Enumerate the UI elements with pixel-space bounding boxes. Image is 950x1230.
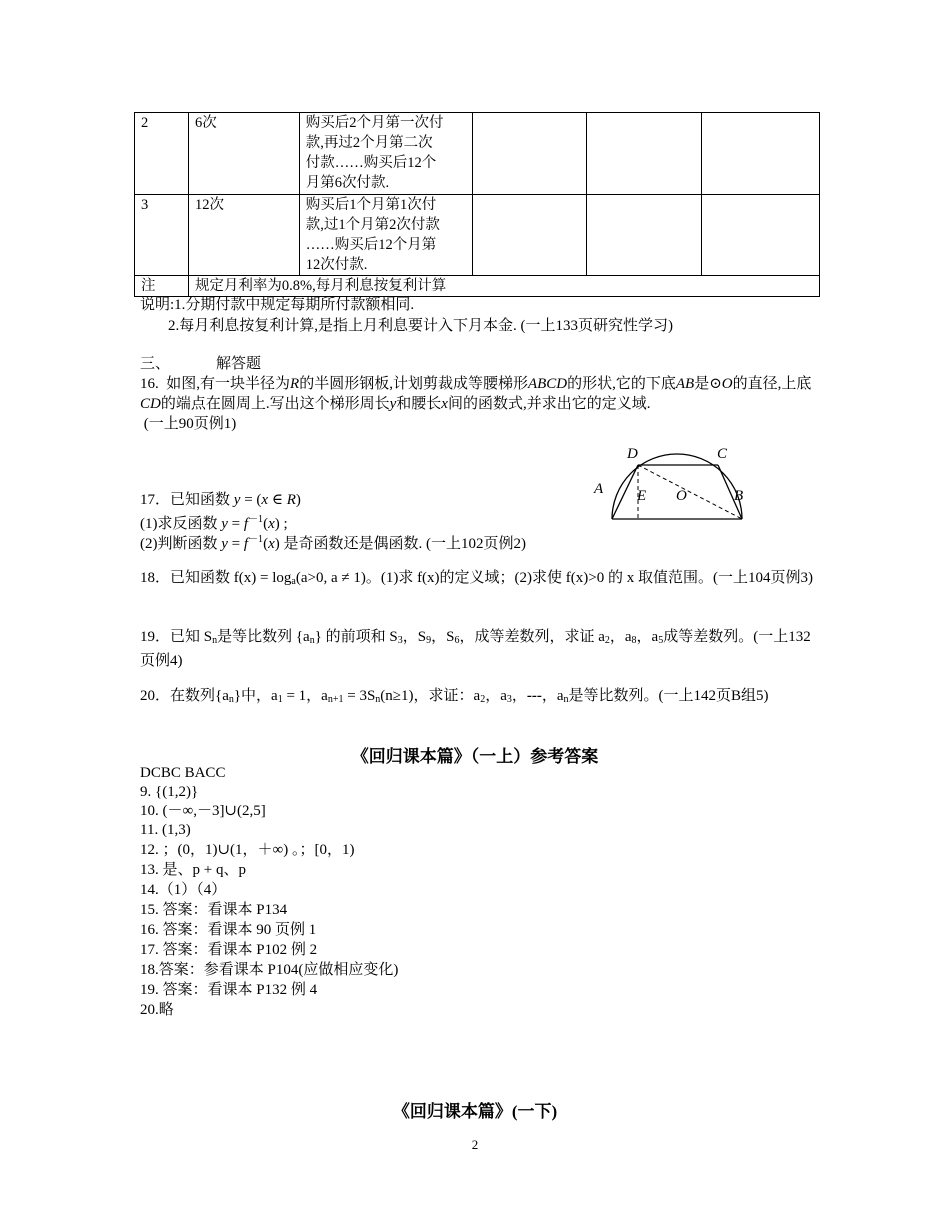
table-row	[135, 195, 820, 276]
desc-line: 购买后2个月第一次付	[305, 115, 444, 131]
trapezoid-semicircle-figure	[590, 440, 760, 530]
row-number: 3	[135, 195, 189, 276]
answer-line: 19. 答案：看课本 P132 例 4	[140, 982, 318, 998]
empty-cell	[472, 195, 587, 276]
label-o: O	[676, 488, 687, 504]
q16-reference: (一上90页例1)	[143, 416, 237, 432]
answer-line: 17. 答案：看课本 P102 例 2	[140, 942, 318, 958]
table-row	[135, 113, 820, 195]
question-16: 16. 如图,有一块半径为R的半圆形钢板,计划剪裁成等腰梯形ABCD的形状,它的下底AB是⊙O的直径,上底CD的端点在圆周上.写出这个梯形周长y和腰长x间的函数式,并求出它的定义域. (一上90页例1)	[140, 376, 812, 432]
section-title: 解答题	[216, 356, 262, 372]
desc-line: 购买后1个月第1次付	[305, 197, 437, 213]
answer-line: 11. (1,3)	[140, 822, 191, 838]
desc-line: 付款……购买后12个	[305, 155, 437, 171]
diagonal-db	[638, 465, 742, 519]
explain-line-2: 2.每月利息按复利计算,是指上月利息要计入下月本金. (一上133页研究性学习)	[168, 318, 673, 334]
desc-line: ……购买后12个月第	[305, 237, 437, 253]
answer-line: 20.略	[140, 1002, 174, 1018]
label-c: C	[717, 446, 728, 462]
question-17-line-1: 17．已知函数 y = (x ∈ R)	[140, 492, 301, 508]
table-note-row	[135, 276, 820, 297]
answer-line: 16. 答案：看课本 90 页例 1	[140, 922, 317, 938]
payment-description	[299, 113, 472, 195]
payment-description	[299, 195, 472, 276]
answer-line: 18.答案：参看课本 P104(应做相应变化)	[140, 962, 399, 978]
question-18: 18．已知函数 $f(x) = \log_a(a>0$, a ≠ 1)。(1)求 f(x)的定义域；(2)求使 f(x)>0 的 x 取值范围。(一上104页例3)	[140, 570, 813, 587]
desc-line: 款,再过2个月第二次	[305, 135, 433, 151]
section-number: 三、	[140, 356, 171, 372]
next-section-title: 《回归课本篇》(一下)	[392, 1102, 558, 1121]
row-number: 2	[135, 113, 189, 195]
desc-line: 12次付款.	[305, 257, 368, 273]
answer-line: 9. {(1,2)}	[140, 784, 199, 800]
note-label: 注	[135, 276, 189, 297]
answer-line: 12. ；(0，1)∪(1，＋∞) 。；[0，1)	[140, 842, 355, 858]
label-a: A	[594, 481, 604, 497]
payment-times: 6次	[188, 113, 299, 195]
semicircle-arc	[612, 454, 742, 519]
note-text: 规定月利率为0.8%,每月利息按复利计算	[188, 276, 819, 297]
empty-cell	[472, 113, 587, 195]
question-17-line-2: (1)求反函数 $y = f^{-1}(x)$ ;	[140, 514, 288, 532]
answer-line: 15. 答案：看课本 P134	[140, 902, 288, 918]
desc-line: 款,过1个月第2次付款	[305, 217, 440, 233]
label-b: B	[734, 488, 744, 504]
page-number: 2	[471, 1137, 479, 1152]
question-17-line-3: (2)判断函数 $y = f^{-1}(x)$ 是奇函数还是偶函数. (一上102页例2)	[140, 534, 526, 552]
empty-cell	[587, 195, 702, 276]
question-20: 20．在数列$\{a_n\}$中，$a_1 = 1$，$a_{n+1} = 3S_n(n\ge 1)$，求证：$a_2$，$a_3$，---，$a_n$是等比数列。(一上142页B组5)	[140, 688, 769, 705]
answer-line: 10. (－∞,－3]∪(2,5]	[140, 803, 266, 819]
payment-times: 12次	[188, 195, 299, 276]
question-19: 19．已知 $S_n$是等比数列 $\{a_n\}$ 的前项和 $S_3$，$S_9$，$S_6$，成等差数列，求证 $a_2$，$a_8$，$a_5$成等差数列。(一上132页例4)	[140, 629, 811, 669]
answer-line: DCBC BACC	[140, 765, 226, 781]
installment-table	[134, 112, 820, 297]
section-heading	[140, 354, 261, 374]
answer-line: 13. 是、p + q、p	[140, 862, 246, 878]
leg-ad	[612, 465, 638, 519]
desc-line: 月第6次付款.	[305, 175, 390, 191]
label-d: D	[627, 446, 638, 462]
empty-cell	[587, 113, 702, 195]
empty-cell	[702, 113, 820, 195]
answer-line: 14.（1）（4）	[140, 882, 227, 898]
empty-cell	[702, 195, 820, 276]
explain-line-1: 说明:1.分期付款中规定每期所付款额相同.	[140, 297, 415, 313]
answers-title: 《回归课本篇》（一上）参考答案	[351, 747, 599, 766]
label-e: E	[637, 488, 647, 504]
